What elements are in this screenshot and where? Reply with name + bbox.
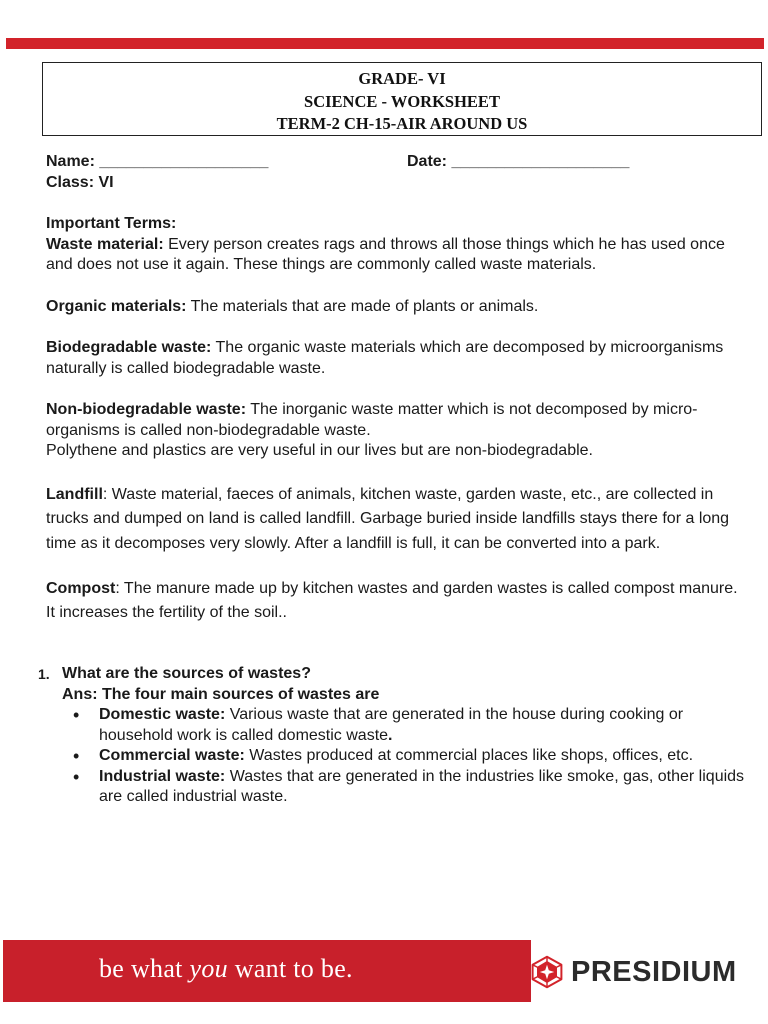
question-line: [38, 664, 746, 685]
brand-logo-block: [529, 952, 737, 992]
question-number: 1.: [38, 666, 50, 682]
term-definition: The materials that are made of plants or animals.: [186, 297, 539, 315]
term-label: Waste material:: [46, 235, 164, 253]
question-1: [38, 664, 746, 808]
worksheet-title-box: [42, 62, 762, 136]
term-biodegradable-waste: [46, 338, 746, 379]
class-line: Class: VI: [46, 173, 114, 191]
question-text: What are the sources of wastes?: [62, 665, 311, 682]
name-label: Name:: [46, 153, 95, 170]
item-definition: Wastes that are generated in the industries like smoke, gas, other liquids are called industrial waste.: [99, 767, 745, 805]
term-organic-materials: [46, 297, 746, 318]
answer-list: [38, 705, 746, 808]
subject-heading: SCIENCE - WORKSHEET: [304, 91, 500, 111]
grade-heading: GRADE- VI: [358, 69, 446, 88]
list-item: [73, 767, 746, 808]
item-label: Industrial waste:: [99, 767, 226, 785]
name-blank: ___________________: [99, 153, 269, 170]
list-item: [73, 705, 746, 746]
top-accent-bar: [6, 38, 764, 49]
answer-intro: Ans: The four main sources of wastes are: [62, 685, 380, 703]
term-label: Non-biodegradable waste:: [46, 401, 247, 418]
term-definition: The organic waste materials which are decomposed by microorganisms naturally is called biodegradable waste.: [46, 339, 724, 377]
term-landfill: [46, 483, 746, 557]
term-label: Landfill: [46, 485, 103, 503]
term-label: Biodegradable waste:: [46, 339, 212, 356]
term-definition: Every person creates rags and throws all those things which he has used once and does not use it again. These things are commonly called waste materials.: [46, 235, 725, 273]
term-label: Compost: [46, 580, 116, 597]
date-label: Date:: [407, 153, 448, 170]
tagline: be what you want to be.: [99, 954, 353, 983]
term-definition: The inorganic waste matter which is not decomposed by micro-organisms is called non-biodegradable waste.: [46, 401, 698, 439]
item-label: Commercial waste:: [99, 747, 245, 764]
list-item: [73, 746, 746, 767]
item-definition: Wastes produced at commercial places like shops, offices, etc.: [244, 747, 694, 764]
worksheet-content: [38, 152, 746, 808]
term-extra-note: Polythene and plastics are very useful in our lives but are non-biodegradable.: [46, 442, 593, 459]
name-date-row: [46, 152, 746, 173]
brand-name: PRESIDIUM: [571, 955, 737, 988]
name-field: [46, 153, 268, 170]
terms-heading: Important Terms:: [46, 215, 177, 232]
footer-tagline-panel: [3, 940, 531, 1002]
item-label: Domestic waste:: [99, 706, 226, 723]
item-definition: Various waste that are generated in the house during cooking or household work is called domestic waste: [99, 706, 684, 744]
date-field: [407, 152, 629, 173]
term-waste-material: [46, 235, 746, 276]
presidium-emblem-icon: [529, 954, 565, 990]
date-blank: ____________________: [451, 153, 630, 170]
item-tail: .: [388, 726, 393, 744]
term-non-biodegradable-waste: [46, 400, 746, 441]
chapter-heading: TERM-2 CH-15-AIR AROUND US: [276, 114, 528, 133]
term-definition: : The manure made up by kitchen wastes and garden wastes is called compost manure. It increases the fertility of the soil..: [46, 580, 738, 621]
term-definition: : Waste material, faeces of animals, kitchen waste, garden waste, etc., are collected in trucks and dumped on land is called landfill. Garbage buried inside landfills stays there for a long time as it decomposes very slowly. After a landfill is full, it can be converted into a park.: [46, 485, 730, 552]
term-label: Organic materials:: [46, 297, 187, 315]
term-compost: [46, 577, 746, 625]
footer-banner: [0, 940, 768, 1002]
